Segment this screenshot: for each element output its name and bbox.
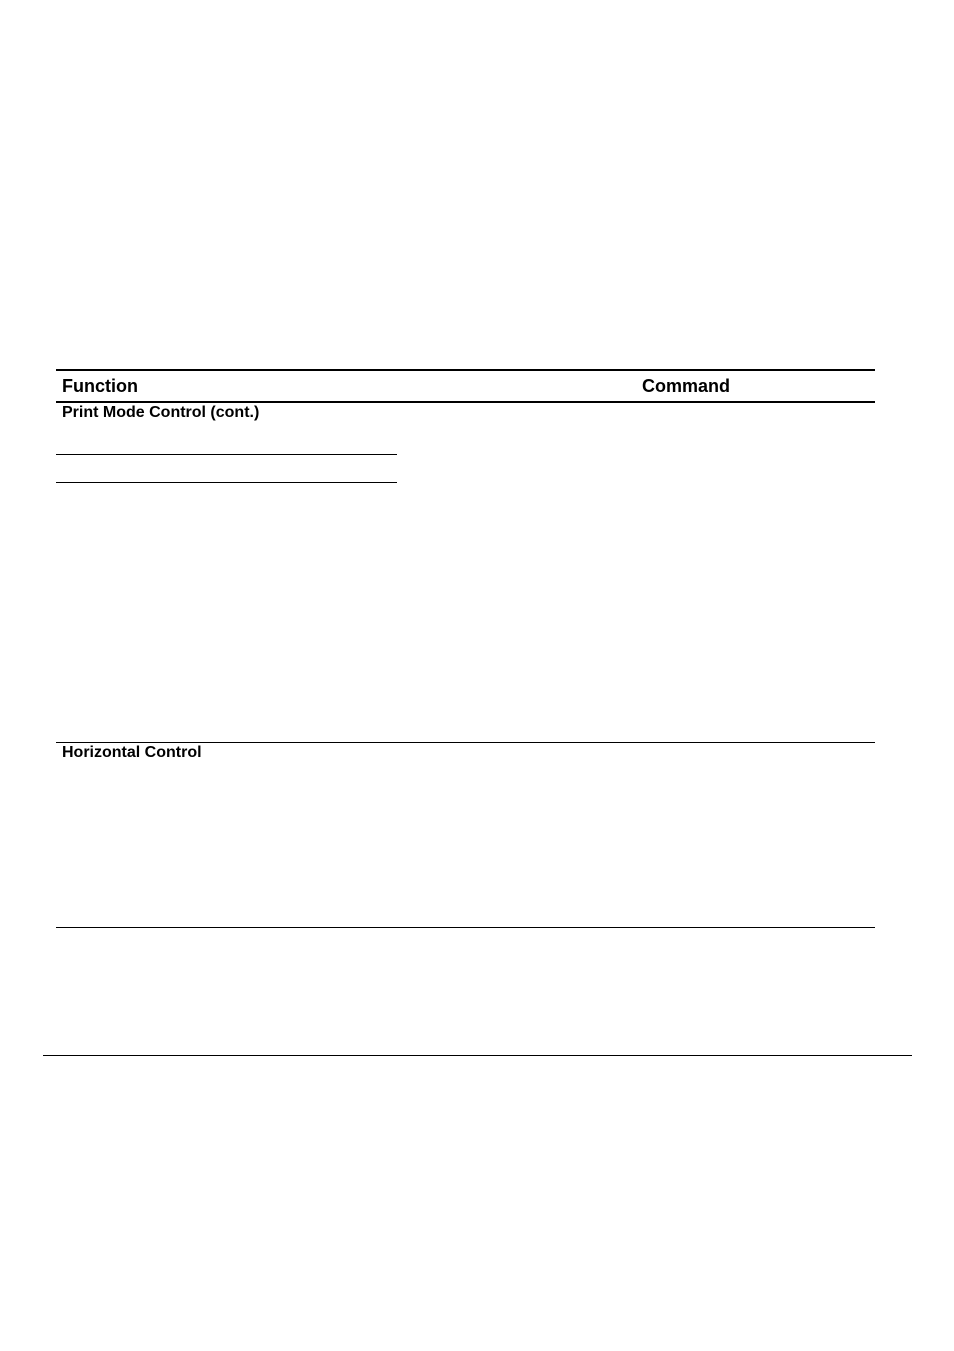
column-header-function: Function (62, 376, 138, 396)
page-footer-rule (43, 1055, 912, 1056)
subsection-rule (56, 454, 397, 455)
column-header-command: Command (642, 376, 731, 396)
section-divider-rule (56, 742, 875, 743)
table-top-rule (56, 369, 875, 371)
table-bottom-rule (56, 927, 875, 928)
subsection-rule (56, 482, 397, 483)
section-title-horizontal-control: Horizontal Control (62, 744, 202, 761)
section-title-print-mode-control: Print Mode Control (cont.) (62, 404, 260, 421)
header-bottom-rule (56, 401, 875, 403)
